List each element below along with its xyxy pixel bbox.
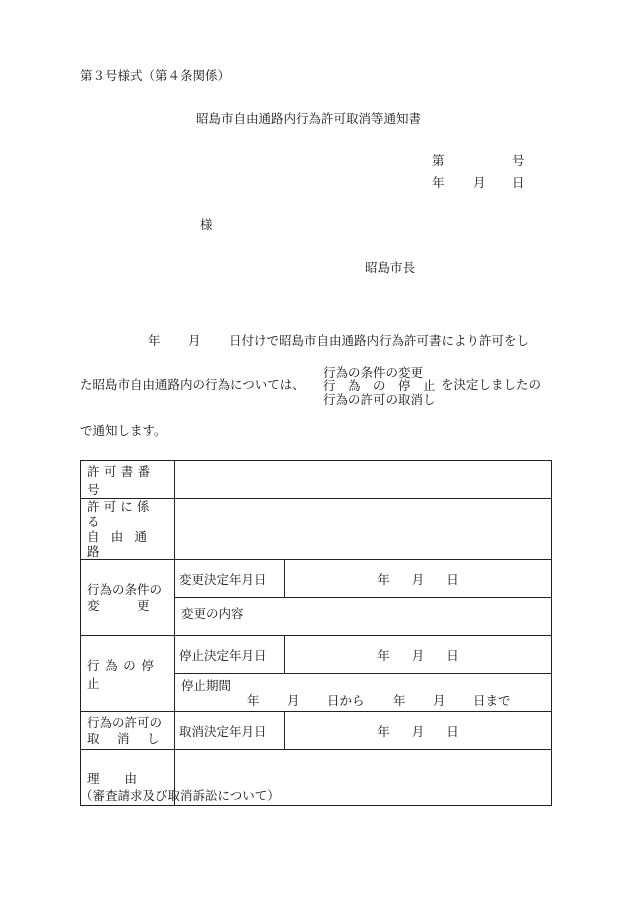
option-stop: 行 為 の 停 止 bbox=[323, 378, 436, 393]
ref-number-end: 号 bbox=[512, 153, 525, 168]
change-date-year: 年 bbox=[377, 571, 390, 587]
stop-date-day: 日 bbox=[446, 647, 459, 663]
ref-date-day: 日 bbox=[512, 175, 525, 190]
body-line3: で通知します。 bbox=[80, 423, 167, 438]
period-month-2: 月 bbox=[433, 692, 446, 708]
change-date-month: 月 bbox=[411, 571, 425, 587]
label-change-content: 変更の内容 bbox=[181, 606, 244, 621]
label-reason: 理 由 bbox=[87, 770, 138, 786]
body-line2-suffix: を決定しましたの bbox=[441, 377, 542, 392]
body-line2-prefix: た昭島市自由通路内の行為については、 bbox=[80, 377, 305, 392]
label-change-1: 行為の条件の bbox=[87, 581, 163, 597]
sender: 昭島市長 bbox=[365, 260, 416, 275]
stop-date-year: 年 bbox=[377, 647, 390, 663]
body-line1-rest: 日付けで昭島市自由通路内行為許可書により許可をし bbox=[229, 333, 530, 348]
revoke-date-month: 月 bbox=[411, 723, 425, 739]
label-revoke-date: 取消決定年月日 bbox=[175, 712, 285, 750]
period-year-2: 年 bbox=[393, 692, 406, 708]
label-permit-number: 許可書番号 bbox=[87, 463, 155, 497]
revoke-date-year: 年 bbox=[377, 723, 390, 739]
ref-date-month: 月 bbox=[473, 175, 486, 190]
addressee-suffix: 様 bbox=[200, 217, 213, 232]
change-date-day: 日 bbox=[446, 571, 459, 587]
body-line1-month: 月 bbox=[188, 333, 201, 348]
row-stop-date bbox=[81, 636, 552, 674]
value-permit-number bbox=[175, 461, 552, 499]
period-year-1: 年 bbox=[247, 692, 260, 708]
period-month-1: 月 bbox=[287, 692, 300, 708]
label-stop: 行為の停止 bbox=[87, 657, 160, 691]
row-revoke-date bbox=[81, 712, 552, 750]
row-permit-number bbox=[81, 461, 552, 499]
label-change-date: 変更決定年月日 bbox=[175, 560, 285, 598]
value-route bbox=[175, 499, 552, 560]
label-stop-period: 停止期間 bbox=[181, 677, 232, 693]
stop-date-month: 月 bbox=[411, 647, 425, 663]
label-route-1: 許可に係る bbox=[87, 499, 154, 529]
revoke-date-day: 日 bbox=[446, 723, 459, 739]
label-revoke-2: 取 消 し bbox=[87, 730, 163, 746]
label-revoke-1: 行為の許可の bbox=[87, 714, 163, 730]
form-number: 第３号様式（第４条関係） bbox=[80, 68, 231, 83]
option-revoke: 行為の許可の取消し bbox=[323, 392, 436, 407]
label-change-2: 変 更 bbox=[87, 597, 150, 613]
label-route-2: 自由通路 bbox=[87, 529, 159, 559]
row-route bbox=[81, 499, 552, 560]
ref-number-start: 第 bbox=[432, 153, 445, 168]
details-table bbox=[80, 460, 552, 806]
body-line1-year: 年 bbox=[148, 333, 161, 348]
label-stop-date: 停止決定年月日 bbox=[175, 636, 285, 674]
period-to: 日まで bbox=[473, 692, 511, 708]
footer-note: （審査請求及び取消訴訟について） bbox=[80, 788, 280, 803]
row-change-date bbox=[81, 560, 552, 598]
document-title: 昭島市自由通路内行為許可取消等通知書 bbox=[196, 111, 422, 126]
period-from: 日から bbox=[327, 692, 365, 708]
option-change: 行為の条件の変更 bbox=[323, 365, 424, 380]
ref-date-year: 年 bbox=[432, 175, 445, 190]
